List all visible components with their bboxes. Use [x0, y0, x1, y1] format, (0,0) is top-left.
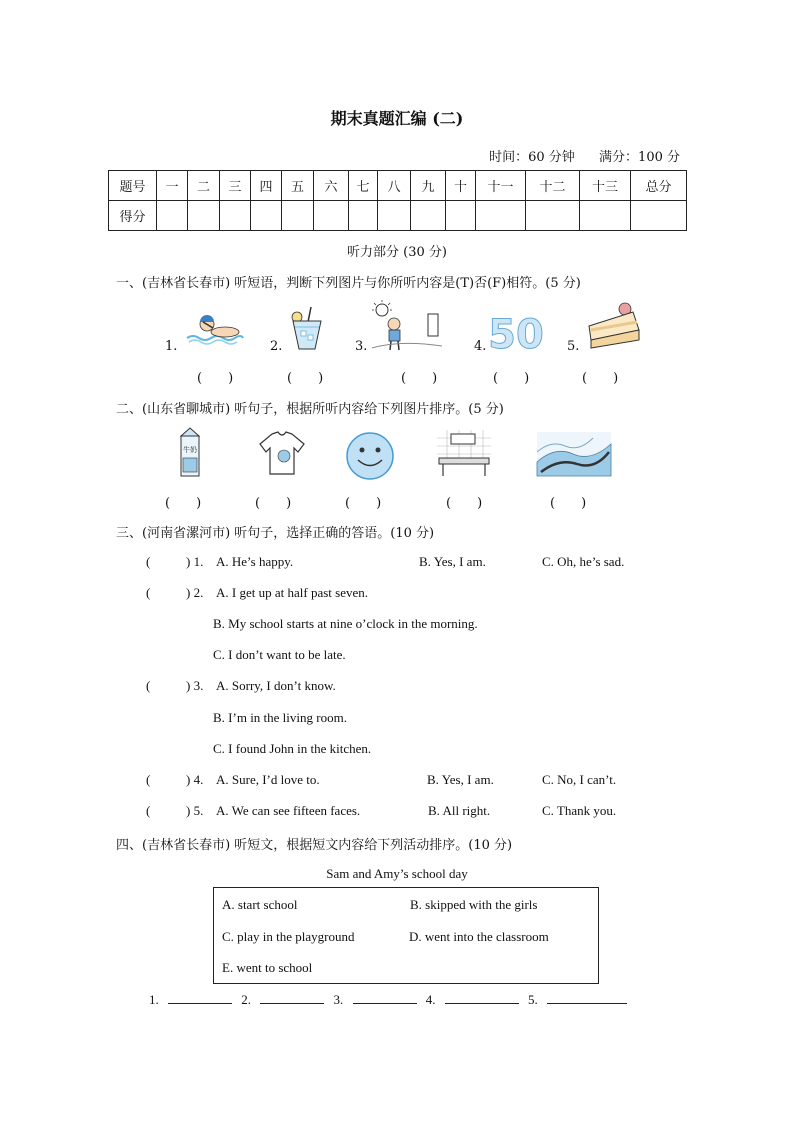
option-c: C. I don’t want to be late.: [213, 647, 346, 662]
option-b: B. All right.: [428, 803, 491, 818]
answer-slot[interactable]: ( ): [255, 496, 292, 511]
table-cell: 十一: [476, 171, 526, 201]
option-a: A. start school: [222, 897, 298, 912]
answer-slot[interactable]: ( ): [287, 371, 324, 386]
answer-blank[interactable]: [547, 991, 627, 1004]
option-a: A. He’s happy.: [216, 554, 294, 569]
option-e: E. went to school: [222, 960, 313, 975]
table-cell: 三: [220, 171, 251, 201]
question-number: ) 4.: [186, 772, 204, 787]
score-entry-cell[interactable]: [446, 201, 476, 231]
option-c: C. I found John in the kitchen.: [213, 741, 372, 756]
answer-paren[interactable]: (: [146, 585, 151, 600]
cake-icon: [585, 300, 643, 352]
score-entry-cell[interactable]: [526, 201, 580, 231]
hot-weather-boy-icon: [370, 300, 444, 352]
score-entry-cell[interactable]: [476, 201, 526, 231]
question-number: ) 3.: [186, 678, 204, 693]
option-a: A. I get up at half past seven.: [216, 585, 368, 600]
activity-options-box: [213, 887, 599, 984]
section2-title: 二、(山东省聊城市) 听句子，根据所听内容给下列图片排序。(5 分): [116, 402, 504, 417]
juice-drink-icon: [287, 305, 327, 353]
option-c: C. play in the playground: [222, 929, 355, 944]
great-wall-icon: [537, 432, 611, 476]
item-number: 5.: [567, 339, 580, 354]
kitchen-sink-icon: [437, 430, 491, 478]
table-cell: 六: [314, 171, 349, 201]
option-b: B. skipped with the girls: [410, 897, 538, 912]
blank-label: 1.: [149, 992, 159, 1007]
score-entry-cell[interactable]: [378, 201, 411, 231]
section3-title: 三、(河南省漯河市) 听句子，选择正确的答语。(10 分): [116, 526, 435, 541]
table-cell: 二: [188, 171, 220, 201]
smiley-face-icon: [345, 431, 395, 481]
option-d: D. went into the classroom: [409, 929, 549, 944]
answer-blanks-row: [149, 991, 627, 1008]
score-entry-cell[interactable]: [282, 201, 314, 231]
option-a: A. We can see fifteen faces.: [216, 803, 361, 818]
score-entry-cell[interactable]: [411, 201, 446, 231]
answer-paren[interactable]: (: [146, 803, 151, 818]
table-cell: 九: [411, 171, 446, 201]
item-number: 2.: [270, 339, 283, 354]
listening-heading: 听力部分 (30 分): [347, 245, 447, 260]
option-b: B. Yes, I am.: [419, 554, 486, 569]
option-b: B. Yes, I am.: [427, 772, 494, 787]
item-number: 1.: [165, 339, 178, 354]
fifty-text: 50: [488, 312, 544, 358]
answer-paren[interactable]: (: [146, 554, 151, 569]
milk-label: 牛奶: [183, 446, 197, 454]
table-cell: 一: [157, 171, 188, 201]
score-table-header-row: [109, 171, 687, 201]
item-number: 4.: [474, 339, 487, 354]
table-cell: 十二: [526, 171, 580, 201]
question-number: ) 2.: [186, 585, 204, 600]
option-c: C. Oh, he’s sad.: [542, 554, 625, 569]
score-entry-cell[interactable]: [314, 201, 349, 231]
table-cell: 七: [349, 171, 378, 201]
answer-slot[interactable]: ( ): [345, 496, 382, 511]
question-number: ) 1.: [186, 554, 204, 569]
answer-slot[interactable]: ( ): [550, 496, 587, 511]
table-cell: 总分: [631, 171, 687, 201]
answer-slot[interactable]: ( ): [401, 371, 438, 386]
answer-slot[interactable]: ( ): [446, 496, 483, 511]
table-cell: 四: [251, 171, 282, 201]
page-title: 期末真题汇编 (二): [330, 109, 464, 128]
answer-slot[interactable]: ( ): [493, 371, 530, 386]
score-entry-cell[interactable]: [580, 201, 631, 231]
option-b: B. I’m in the living room.: [213, 710, 347, 725]
milk-carton-icon: [175, 426, 205, 480]
question-number: ) 5.: [186, 803, 204, 818]
t-shirt-icon: [258, 430, 306, 476]
option-a: A. Sorry, I don’t know.: [216, 678, 336, 693]
table-cell: 八: [378, 171, 411, 201]
score-entry-cell[interactable]: [188, 201, 220, 231]
score-table: [108, 170, 687, 231]
option-a: A. Sure, I’d love to.: [216, 772, 320, 787]
answer-slot[interactable]: ( ): [165, 496, 202, 511]
table-cell: 得分: [109, 201, 157, 231]
blank-label: 3.: [333, 992, 344, 1007]
score-entry-cell[interactable]: [251, 201, 282, 231]
score-entry-cell[interactable]: [157, 201, 188, 231]
answer-blank[interactable]: [260, 991, 324, 1004]
time-label: 时间：60 分钟: [489, 150, 575, 165]
table-cell: 十三: [580, 171, 631, 201]
story-title: Sam and Amy’s school day: [326, 866, 468, 881]
blank-label: 2.: [241, 992, 251, 1007]
score-entry-cell[interactable]: [220, 201, 251, 231]
answer-slot[interactable]: ( ): [197, 371, 234, 386]
number-fifty-icon: [488, 302, 544, 358]
answer-paren[interactable]: (: [146, 678, 151, 693]
answer-slot[interactable]: ( ): [582, 371, 619, 386]
swimming-icon: [185, 308, 245, 348]
section1-title: 一、(吉林省长春市) 听短语，判断下列图片与你所听内容是(T)否(F)相符。(5 分): [116, 276, 581, 291]
answer-blank[interactable]: [168, 991, 232, 1004]
score-table-score-row: [109, 201, 687, 231]
answer-paren[interactable]: (: [146, 772, 151, 787]
table-cell: 五: [282, 171, 314, 201]
option-b: B. My school starts at nine o’clock in the morning.: [213, 616, 478, 631]
score-entry-cell[interactable]: [631, 201, 687, 231]
blank-label: 4.: [425, 992, 436, 1007]
blank-label: 5.: [528, 992, 538, 1007]
table-cell: 题号: [109, 171, 157, 201]
exam-meta: [489, 146, 680, 165]
table-cell: 十: [446, 171, 476, 201]
score-entry-cell[interactable]: [349, 201, 378, 231]
full-score-label: 满分：100 分: [599, 150, 680, 165]
option-c: C. Thank you.: [542, 803, 617, 818]
answer-blank[interactable]: [445, 991, 519, 1004]
section4-title: 四、(吉林省长春市) 听短文，根据短文内容给下列活动排序。(10 分): [116, 838, 513, 853]
answer-blank[interactable]: [353, 991, 417, 1004]
item-number: 3.: [355, 339, 368, 354]
option-c: C. No, I can’t.: [542, 772, 617, 787]
